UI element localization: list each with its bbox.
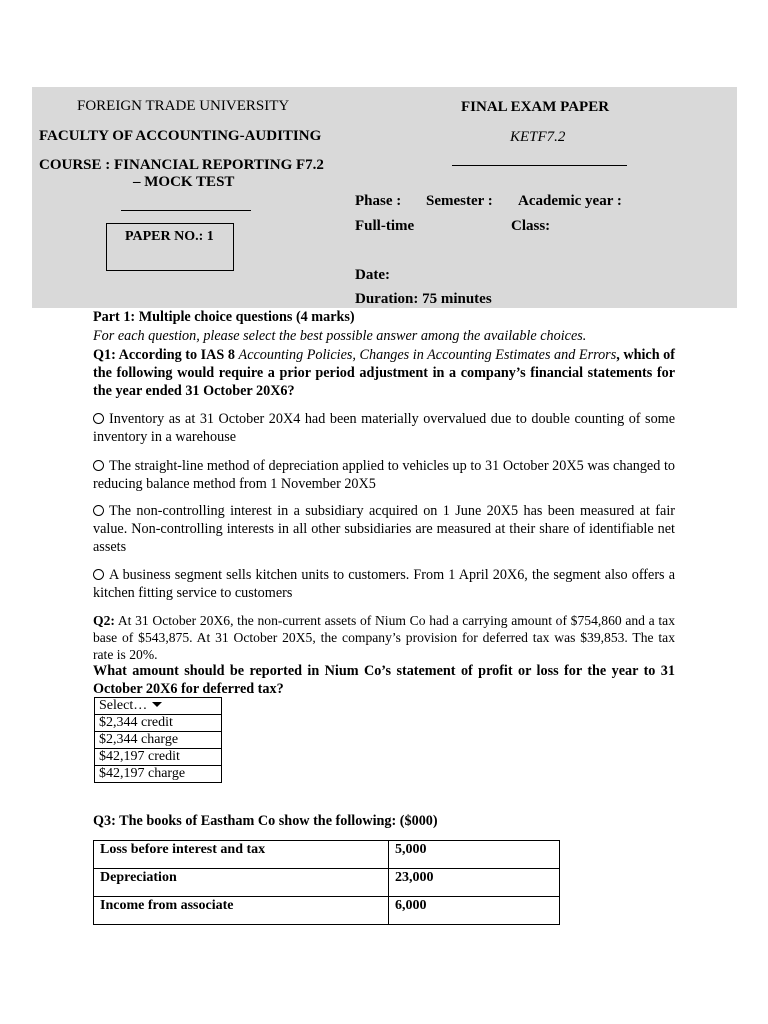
paper-number: PAPER NO.: 1 bbox=[125, 229, 214, 244]
select-option[interactable]: $42,197 credit bbox=[95, 749, 222, 766]
class-label: Class: bbox=[511, 218, 551, 234]
phase-label: Phase : bbox=[355, 193, 402, 209]
fulltime-label: Full-time bbox=[355, 218, 415, 234]
select-placeholder: Select… bbox=[99, 698, 148, 713]
semester-label: Semester : bbox=[426, 193, 493, 209]
q3-title: Q3: The books of Eastham Co show the following: ($000) bbox=[93, 813, 438, 829]
radio-icon[interactable] bbox=[93, 460, 104, 471]
q2-answer-select[interactable] bbox=[94, 697, 222, 783]
q1-prefix: Q1: According to IAS 8 bbox=[93, 347, 239, 363]
right-signature-line bbox=[452, 165, 627, 166]
duration-label: Duration: 75 minutes bbox=[355, 291, 492, 307]
q3-data-table bbox=[93, 840, 560, 925]
q1-question-rest: , which of the following would require a prior period adjustment in a company’s financial statements for the year ended 31 October 20X6? bbox=[93, 347, 675, 399]
row-label: Income from associate bbox=[94, 897, 389, 925]
course-title-line1: COURSE : FINANCIAL REPORTING F7.2 bbox=[39, 157, 324, 173]
select-option[interactable]: $2,344 charge bbox=[95, 732, 222, 749]
row-value: 5,000 bbox=[389, 841, 560, 869]
q1-option-3[interactable] bbox=[93, 502, 675, 556]
radio-icon[interactable] bbox=[93, 505, 104, 516]
radio-icon[interactable] bbox=[93, 413, 104, 424]
part1-title: Part 1: Multiple choice questions (4 marks) bbox=[93, 309, 355, 325]
q2-prefix: Q2: bbox=[93, 613, 115, 628]
row-label: Loss before interest and tax bbox=[94, 841, 389, 869]
university-name: FOREIGN TRADE UNIVERSITY bbox=[77, 98, 290, 114]
academic-year-label: Academic year : bbox=[518, 193, 622, 209]
exam-code: KETF7.2 bbox=[510, 129, 566, 145]
select-option[interactable]: $42,197 charge bbox=[95, 766, 222, 783]
course-title-line2: – MOCK TEST bbox=[133, 174, 235, 190]
q2-question: What amount should be reported in Nium Co’s statement of profit or loss for the year to 31 October 20X6 for deferred tax? bbox=[93, 663, 675, 697]
q1-option-3-text: The non-controlling interest in a subsidiary acquired on 1 June 20X5 has been measured at fair value. Non-controlling interests in all other subsidiaries are measured at their share of identifiable net assets bbox=[93, 503, 675, 555]
chevron-down-icon[interactable] bbox=[152, 702, 162, 707]
radio-icon[interactable] bbox=[93, 569, 104, 580]
table-row bbox=[94, 897, 560, 925]
q1-standard-title: Accounting Policies, Changes in Accounting Estimates and Errors bbox=[238, 347, 617, 363]
q1-option-2[interactable] bbox=[93, 457, 675, 493]
left-signature-line bbox=[121, 210, 251, 211]
q1-question bbox=[93, 346, 675, 400]
exam-title: FINAL EXAM PAPER bbox=[461, 99, 610, 115]
q1-option-1-text: Inventory as at 31 October 20X4 had been materially overvalued due to double counting of some inventory in a warehouse bbox=[93, 411, 675, 445]
q1-option-4[interactable] bbox=[93, 566, 675, 602]
part1-instructions: For each question, please select the best possible answer among the available choices. bbox=[93, 328, 587, 344]
q2-body: At 31 October 20X6, the non-current assets of Nium Co had a carrying amount of $754,860 and a tax base of $543,875. At 31 October 20X5, the company’s provision for deferred tax was $39,853. The tax rate is 20%. bbox=[93, 613, 675, 662]
paper-number-box bbox=[106, 223, 234, 271]
select-placeholder-cell[interactable] bbox=[95, 698, 222, 715]
select-option[interactable]: $2,344 credit bbox=[95, 715, 222, 732]
table-row bbox=[94, 841, 560, 869]
q1-option-4-text: A business segment sells kitchen units to customers. From 1 April 20X6, the segment also offers a kitchen fitting service to customers bbox=[93, 567, 675, 601]
date-label: Date: bbox=[355, 267, 390, 283]
q1-option-1[interactable] bbox=[93, 410, 675, 446]
faculty-name: FACULTY OF ACCOUNTING-AUDITING bbox=[39, 128, 322, 144]
row-value: 6,000 bbox=[389, 897, 560, 925]
q1-option-2-text: The straight-line method of depreciation applied to vehicles up to 31 October 20X5 was changed to reducing balance method from 1 November 20X5 bbox=[93, 458, 675, 492]
q2-stem bbox=[93, 612, 675, 663]
row-label: Depreciation bbox=[94, 869, 389, 897]
table-row bbox=[94, 869, 560, 897]
row-value: 23,000 bbox=[389, 869, 560, 897]
